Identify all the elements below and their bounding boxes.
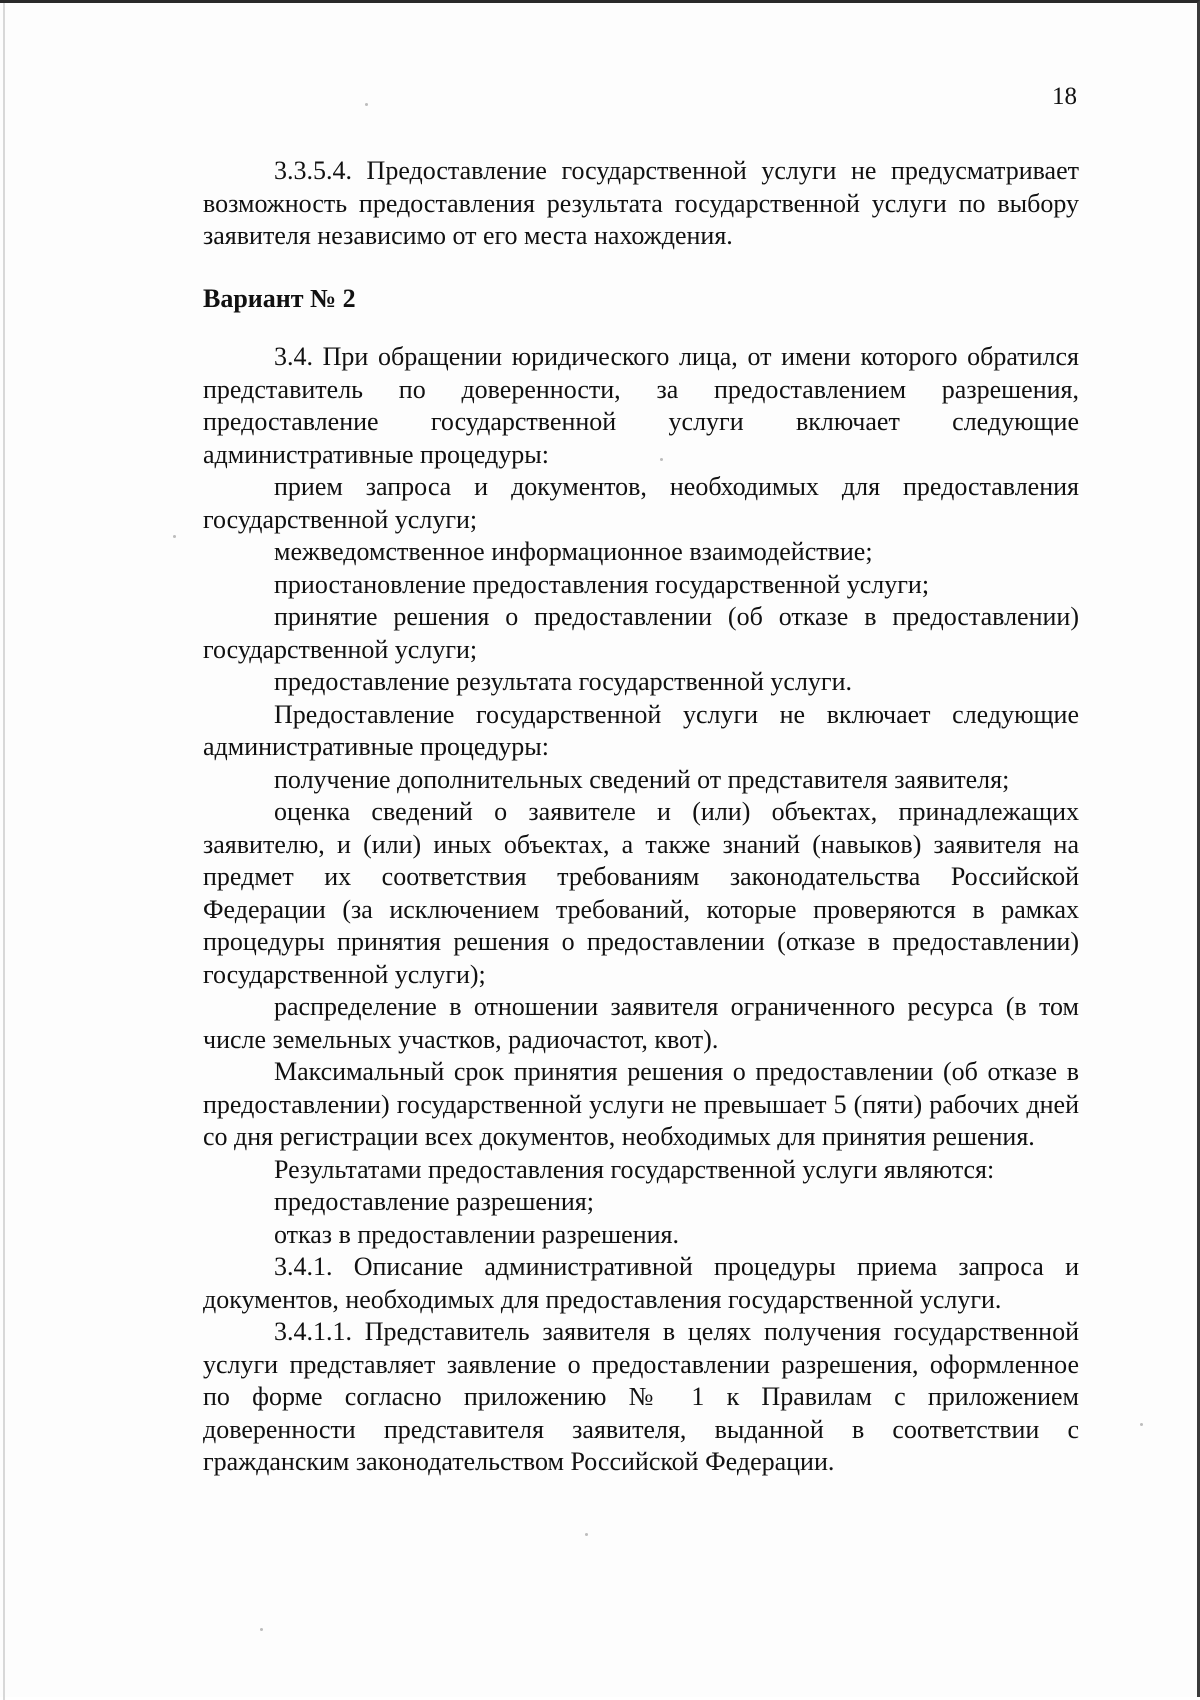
list-item: предоставление результата государственной услуги. [274,667,853,696]
paragraph: 3.4. При обращении юридического лица, от имени которого обратился представитель по доверенности, за предоставлением разрешения, предоставление государственной услуги включает следующие административные процедуры: [203,342,1079,469]
list-item: межведомственное информационное взаимодействие; [274,537,873,566]
list-item: принятие решения о предоставлении (об отказе в предоставлении) государственной услуги; [203,602,1079,664]
paragraph: Максимальный срок принятия решения о предоставлении (об отказе в предоставлении) государственной услуги не превышает 5 (пяти) рабочих дней со дня регистрации всех документов, необходимых для принятия решения. [203,1057,1079,1151]
scan-speck [585,1533,588,1536]
list-item: распределение в отношении заявителя ограниченного ресурса (в том числе земельных участков, радиочастот, квот). [203,992,1079,1054]
list-item: отказ в предоставлении разрешения. [274,1219,679,1249]
section-heading: Вариант № 2 [203,283,356,313]
paragraph-3-4-1-1: 3.4.1.1. Представитель заявителя в целях получения государственной услуги представляет заявление о предоставлении разрешения, оформленное по форме согласно приложению № 1 к Правилам с приложением доверенности представителя заявителя, выданной в соответствии с гражданским законодательством Российской Федерации. [203,1317,1079,1476]
scan-speck [365,103,368,106]
paragraph: Результатами предоставления государственной услуги являются: [274,1154,995,1184]
document-body [203,155,1079,1479]
paragraph-3-3-5-4: 3.3.5.4. Предоставление государственной услуги не предусматривает возможность предоставления результата государственной услуги по выбору заявителя независимо от его места нахождения. [203,156,1079,250]
list-item: получение дополнительных сведений от представителя заявителя; [274,764,1010,794]
list-item: предоставление разрешения; [274,1187,594,1216]
scan-speck [660,458,663,461]
scan-edge [3,3,5,1700]
scan-speck [1140,1423,1143,1426]
page-number: 18 [1052,83,1077,110]
paragraph: Предоставление государственной услуги не включает следующие административные процедуры: [203,699,1079,761]
scan-speck [260,1628,263,1631]
list-item: прием запроса и документов, необходимых для предоставления государственной услуги; [203,472,1079,534]
paragraph-3-4-1: 3.4.1. Описание административной процедуры приема запроса и документов, необходимых для предоставления государственной услуги. [203,1252,1079,1314]
list-item: оценка сведений о заявителе и (или) объектах, принадлежащих заявителю, и (или) иных объектах, а также знаний (навыков) заявителя на предмет их соответствия требованиям законодательства Российской Федерации (за исключением требований, которые проверяются в рамках процедуры принятия решения о предоставлении (отказе в предоставлении) государственной услуги); [203,797,1079,989]
scan-speck [173,535,176,538]
list-item: приостановление предоставления государственной услуги; [274,569,930,599]
